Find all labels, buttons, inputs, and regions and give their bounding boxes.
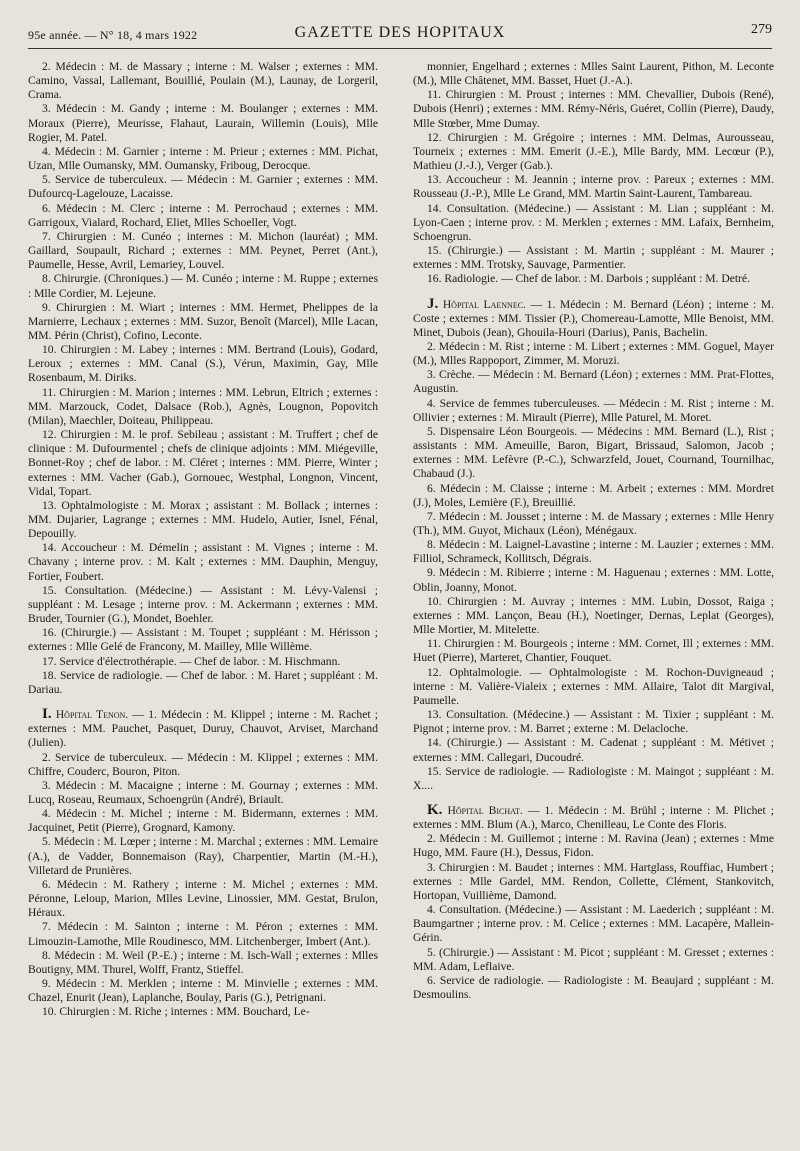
service-entry: 2. Médecin : M. Rist ; interne : M. Libert ; externes : MM. Goguel, Mayer (M.), Mlles Rappoport, Zimmer, M. Moruzi. [413, 339, 774, 368]
service-entry: 8. Médecin : M. Laignel-Lavastine ; interne : M. Lauzier ; externes : MM. Filliol, Schrameck, Kollitsch, Dégrais. [413, 538, 774, 566]
service-entry: 15. (Chirurgie.) — Assistant : M. Martin ; suppléant : M. Maurer ; externes : MM. Trotsky, Sauvage, Parmentier. [413, 244, 774, 272]
service-entry: 11. Chirurgien : M. Proust ; internes : MM. Chevallier, Dubois (René), Dubois (Henri) ; externes : MM. Rémy-Néris, Guéret, Collin (Pierre), Daudy, Mlle Stœber, Mme Dumay. [413, 88, 774, 130]
service-entry: 16. (Chirurgie.) — Assistant : M. Toupet ; suppléant : M. Hérisson ; externes : Mlle Gelé de Francony, M. Mailley, Mlle Willème. [28, 626, 378, 654]
page-number: 279 [751, 22, 772, 37]
service-entry: 3. Médecin : M. Gandy ; interne : M. Boulanger ; externes : MM. Moraux (Pierre), Meurisse, Flahaut, Laurain, Willemin (Louis), Mlle Rogier, M. Patel. [28, 102, 378, 144]
service-entry: 2. Médecin : M. de Massary ; interne : M. Walser ; externes : MM. Camino, Vassal, Lallemant, Bouillié, Poulain (M.), Launay, de Lorgeril, Crama. [28, 60, 378, 102]
left-entries-b [28, 751, 378, 1020]
right-entries-b [413, 340, 774, 793]
hospital-entry-text: — 1. Médecin : M. Bernard (Léon) ; interne : M. Coste ; externes : MM. Tissier (P.), Chomereau-Lamotte, Mlle Benoist, MM. Minet, Dubois (Jean), Ghouila-Houri (Darius), Panis, Bachelin. [413, 297, 775, 339]
service-entry: 2. Médecin : M. Guillemot ; interne : M. Ravina (Jean) ; externes : Mme Hugo, MM. Faure (H.), Dessus, Fidon. [413, 832, 774, 860]
service-entry: 5. (Chirurgie.) — Assistant : M. Picot ; suppléant : M. Gresset ; externes : MM. Adam, Leflaive. [413, 945, 774, 973]
hospital-entry-text: — 1. Médecin : M. Brühl ; interne : M. Plichet ; externes : MM. Blum (A.), Marco, Chenilleau, Le Conte des Floris. [413, 803, 775, 832]
service-entry: 5. Médecin : M. Lœper ; interne : M. Marchal ; externes : MM. Lemaire (A.), de Vadder, Bonnemaison (Ray), Charpentier, Martin (M.-H.), Villetard de Prunières. [28, 835, 378, 877]
left-entries-a [28, 60, 378, 697]
service-entry: 13. Consultation. (Médecine.) — Assistant : M. Tixier ; suppléant : M. Pignot ; interne prov. : M. Barret ; externe : M. Delacloche. [413, 708, 774, 736]
hospital-heading-laennec [413, 297, 774, 340]
service-entry: 9. Médecin : M. Merklen ; interne : M. Minvielle ; externes : MM. Chazel, Enurit (Jean), Laplanche, Boulay, Paris (G.), Petrignani. [28, 977, 378, 1005]
service-entry: 3. Médecin : M. Macaigne ; interne : M. Gournay ; externes : MM. Lucq, Roseau, Reumaux, Schoengrün (André), Briault. [28, 778, 378, 806]
service-entry: 16. Radiologie. — Chef de labor. : M. Darbois ; suppléant : M. Detré. [427, 272, 750, 286]
hospital-entry-text: — 1. Médecin : M. Klippel ; interne : M. Rachet ; externes : MM. Pauchet, Pasquet, Duruy, Chauvot, Arviset, Marchand (Julien). [28, 708, 379, 750]
issue-line: 95e année. — N° 18, 4 mars 1922 [28, 28, 198, 42]
left-column [28, 60, 378, 1019]
service-entry: 4. Médecin : M. Michel ; interne : M. Bidermann, externes : MM. Jacquinet, Petit (Pierre), Grognard, Kamony. [28, 807, 378, 835]
service-entry: 14. Accoucheur : M. Démelin ; assistant : M. Vignes ; interne : M. Chavany ; interne prov. : M. Kalt ; externes : MM. Dauphin, Menguy, Fortier, Foubert. [28, 541, 378, 583]
service-entry: 6. Médecin : M. Claisse ; interne : M. Arbeit ; externes : MM. Mordret (J.), Moles, Lemière (F.), Breuillié. [413, 481, 774, 509]
service-entry: 17. Service d'électrothérapie. — Chef de labor. : M. Hischmann. [42, 654, 341, 668]
service-entry: 10. Chirurgien : M. Riche ; internes : MM. Bouchard, Le- [42, 1005, 310, 1019]
service-entry: 18. Service de radiologie. — Chef de labor. : M. Haret ; suppléant : M. Dariau. [28, 668, 378, 696]
service-entry: 15. Service de radiologie. — Radiologiste : M. Maingot ; suppléant : M. X.... [413, 764, 774, 792]
service-entry: 13. Ophtalmologiste : M. Morax ; assistant : M. Bollack ; internes : MM. Dujarier, Lagrange ; externes : MM. Hudelo, Autier, Isnel, Fénal, Depouilly. [28, 498, 378, 541]
service-entry: 2. Service de tuberculeux. — Médecin : M. Klippel ; externes : MM. Chiffre, Couderc, Bouron, Piton. [28, 750, 378, 778]
journal-title: GAZETTE DES HOPITAUX [294, 24, 506, 41]
service-entry: monnier, Engelhard ; externes : Mlles Saint Laurent, Pithon, M. Leconte (M.), Mlle Châtenet, MM. Basset, Huet (J.-A.). [413, 60, 774, 88]
hospital-name: Hôpital Laennec. [442, 297, 526, 311]
service-entry: 9. Médecin : M. Ribierre ; interne : M. Haguenau ; externes : MM. Lotte, Oblin, Joanny, Monot. [413, 566, 774, 594]
service-entry: 12. Chirurgien : M. le prof. Sebileau ; assistant : M. Truffert ; chef de clinique : M. Dufourmentel ; chefs de clinique adjoints : MM. Miégeville, Bonnet-Roy ; chef de labor. : M. Cléret ; internes : MM. Pierre, Winter ; externes : MM. Vacher (Gab.), Gornouec, Westphal, Longnon, Vincent, Vidal, Topart. [28, 428, 378, 498]
service-entry: 15. Consultation. (Médecine.) — Assistant : M. Lévy-Valensi ; suppléant : M. Lesage ; interne prov. : M. Ackermann ; externes : MM. Bruder, Tournier (G.), Mondet, Boehler. [28, 583, 378, 626]
service-entry: 6. Service de radiologie. — Radiologiste : M. Beaujard ; suppléant : M. Desmoulins. [413, 973, 774, 1001]
hospital-name: Hôpital Tenon. [55, 708, 129, 722]
service-entry: 7. Médecin : M. Jousset ; interne : M. de Massary ; externes : Mlle Henry (Th.), MM. Guyot, Michaux (Léon), Ménégaux. [413, 509, 774, 537]
service-entry: 10. Chirurgien : M. Auvray ; internes : MM. Lubin, Dossot, Raiga ; externes : MM. Lançon, Beau (H.), Noetinger, Dernas, Leplat (Georges), Mlle Mortier, M. Mitelette. [413, 594, 774, 637]
service-entry: 13. Accoucheur : M. Jeannin ; interne prov. : Pareux ; externes : MM. Rousseau (J.-P.), Mlle Le Grand, MM. Martin Saint-Laurent, Tambareau. [413, 173, 774, 201]
service-entry: 4. Consultation. (Médecine.) — Assistant : M. Laederich ; suppléant : M. Baumgartner ; interne prov. : M. Celice ; externes : MM. Lacapère, Mallein-Gérin. [413, 903, 774, 945]
service-entry: 3. Crèche. — Médecin : M. Bernard (Léon) ; externes : MM. Prat-Flottes, Augustin. [413, 368, 774, 396]
service-entry: 7. Chirurgien : M. Cunéo ; internes : M. Michon (lauréat) ; MM. Gaillard, Soupault, Richard ; externes : MM. Peynet, Perret (Ant.), Paumelle, Hesse, Avril, Lemariey, Louvel. [28, 229, 378, 272]
service-entry: 7. Médecin : M. Sainton ; interne : M. Péron ; externes : MM. Limouzin-Lamothe, Mlle Roudinesco, MM. Litchenberger, Imbert (Ant.). [28, 920, 378, 948]
service-entry: 6. Médecin : M. Rathery ; interne : M. Michel ; externes : MM. Péronne, Leloup, Marion, Mlles Levine, Linossier, MM. Gestat, Brulon, Héraux. [28, 877, 378, 920]
service-entry: 12. Chirurgien : M. Grégoire ; internes : MM. Delmas, Aurousseau, Tourneix ; externes : MM. Emerit (J.-E.), Mlle Bardy, MM. Lecœur (P.), Mathieu (J.-J.), Verger (Gab.). [413, 130, 774, 173]
hospital-heading-tenon [28, 707, 378, 750]
service-entry: 5. Service de tuberculeux. — Médecin : M. Garnier ; externes : MM. Dufourcq-Lagelouze, Lacaisse. [28, 173, 378, 201]
service-entry: 12. Ophtalmologie. — Ophtalmologiste : M. Rochon-Duvigneaud ; interne : M. Valière-Vialeix ; externes : MM. Allaire, Talot dit Margival, Paumelle. [413, 665, 774, 707]
service-entry: 3. Chirurgien : M. Baudet ; internes : MM. Hartglass, Rouffiac, Humbert ; externes : Mlle Gardel, MM. Rendon, Collette, Clément, Stankovitch, Hortopan, Vuillième, Damond. [413, 860, 774, 902]
hospital-heading-bichat [413, 803, 774, 832]
service-entry: 11. Chirurgien : M. Marion ; internes : MM. Lebrun, Eltrich ; externes : MM. Marzouck, Codet, Dalsace (Rob.), Agnès, Lougnon, Popovitch (Milan), Maechler, Doiteau, Philippeau. [28, 385, 378, 427]
service-entry: 14. (Chirurgie.) — Assistant : M. Cadenat ; suppléant : M. Métivet ; externes : MM. Callegari, Ducoudré. [413, 736, 774, 764]
right-entries-c [413, 832, 774, 1002]
hospital-name: Hôpital Bichat. [447, 803, 523, 817]
service-entry: 11. Chirurgien : M. Bourgeois ; interne : MM. Cornet, Ill ; externes : MM. Huet (Pierre), Marteret, Chantier, Fouquet. [413, 637, 774, 665]
service-entry: 8. Médecin : M. Weil (P.-E.) ; interne : M. Isch-Wall ; externes : Mlles Boutigny, MM. Thurel, Wolff, Frantz, Stieffel. [28, 948, 378, 976]
service-entry: 10. Chirurgien : M. Labey ; internes : MM. Bertrand (Louis), Godard, Leroux ; externes : MM. Canal (S.), Vérun, Maximin, Gay, Mlle Rosenbaum, M. Diriks. [28, 343, 378, 385]
service-entry: 6. Médecin : M. Clerc ; interne : M. Perrochaud ; externes : MM. Garrigoux, Vialard, Rochard, Eliet, Mlles Schoeller, Vogt. [28, 201, 378, 229]
hospital-letter: I. [42, 706, 52, 723]
right-column [413, 60, 774, 1002]
hospital-letter: J. [427, 295, 439, 312]
service-entry: 14. Consultation. (Médecine.) — Assistant : M. Lian ; suppléant : M. Lyon-Caen ; interne prov. : M. Merklen ; externes : MM. Lafaix, Bernheim, Schoengrun. [413, 201, 774, 243]
service-entry: 4. Service de femmes tuberculeuses. — Médecin : M. Rist ; interne : M. Ollivier ; externes : M. Mirault (Pierre), Mlle Paturel, M. Moret. [413, 396, 774, 424]
service-entry: 9. Chirurgien : M. Wiart ; internes : MM. Hermet, Phelippes de la Marnierre, Lechaux ; externes : MM. Suzor, Benoît (Marcel), Mlle Lacan, MM. Périn (Christ), Cofino, Leconte. [28, 300, 378, 342]
right-entries-a [413, 60, 774, 287]
hospital-letter: K. [427, 801, 443, 818]
page-header [28, 18, 772, 49]
service-entry: 5. Dispensaire Léon Bourgeois. — Médecins : MM. Bernard (L.), Rist ; assistants : MM. Ameuille, Baron, Bigart, Brissaud, Salomon, Jacob ; externes : MM. Lefèvre (P.-C.), Schwarzfeld, Jouet, Cournand, Tournilhac, Chabaud (J.). [413, 424, 774, 481]
service-entry: 4. Médecin : M. Garnier ; interne : M. Prieur ; externes : MM. Pichat, Uzan, Mlle Oumansky, MM. Oumansky, Friboug, Derocque. [28, 144, 378, 173]
service-entry: 8. Chirurgie. (Chroniques.) — M. Cunéo ; interne : M. Ruppe ; externes : Mlle Cordier, M. Lejeune. [28, 272, 378, 300]
